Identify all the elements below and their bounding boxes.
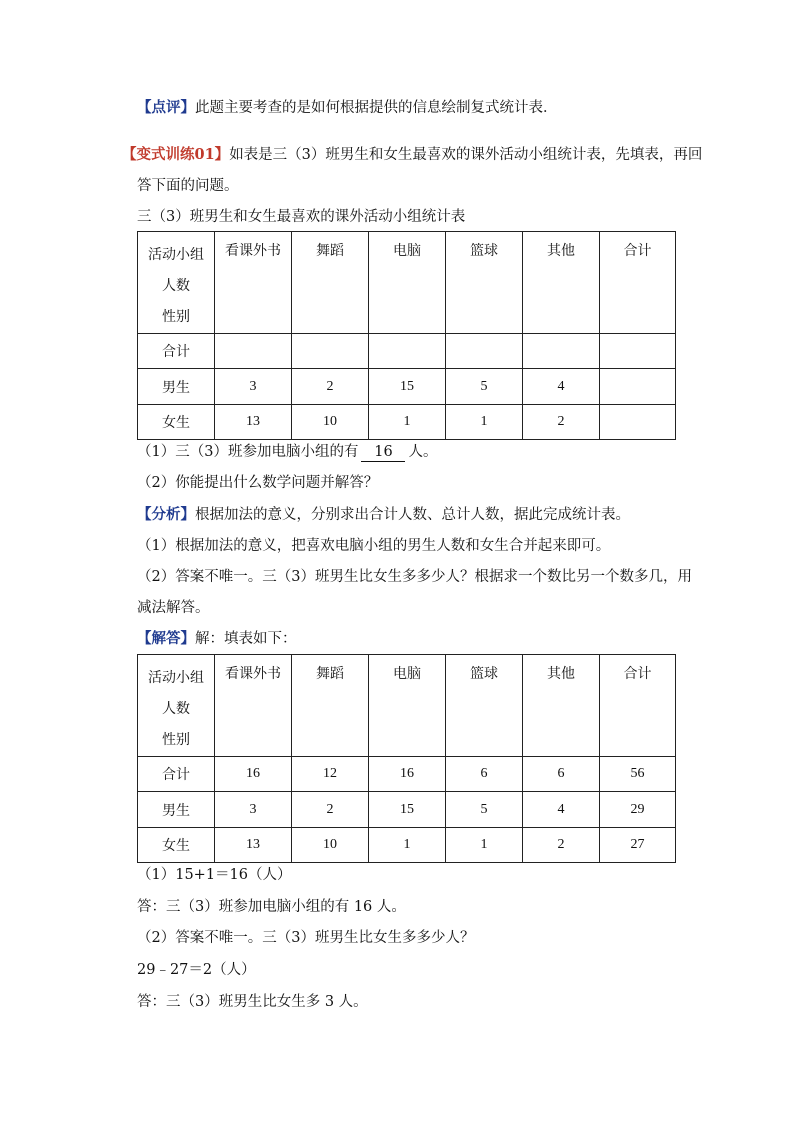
variant-line-2: 答下面的问题。 — [137, 178, 239, 194]
table-cell: 1 — [446, 828, 523, 863]
table-cell: 27 — [600, 828, 676, 863]
table-cell: 16 — [215, 757, 292, 792]
table-cell — [369, 334, 446, 369]
analysis-text: 根据加法的意义，分别求出合计人数、总计人数，据此完成统计表。 — [195, 507, 630, 523]
table-cell — [600, 334, 676, 369]
corner-label-count: 人数 — [162, 278, 190, 294]
table-cell: 2 — [292, 792, 369, 828]
stat-table-blank — [137, 231, 676, 440]
header-cell: 其他 — [523, 655, 600, 757]
table-header-row — [138, 655, 676, 757]
corner-label-activity: 活动小组 — [148, 247, 204, 263]
answer-1-calc: （1）15+1＝16（人） — [137, 867, 292, 883]
table-cell: 3 — [215, 792, 292, 828]
table-row — [138, 828, 676, 863]
header-cell: 篮球 — [446, 655, 523, 757]
table-cell: 56 — [600, 757, 676, 792]
header-cell: 看课外书 — [215, 655, 292, 757]
stat-table-filled — [137, 654, 676, 863]
analysis-1: （1）根据加法的意义，把喜欢电脑小组的男生人数和女生合并起来即可。 — [137, 538, 611, 554]
table-cell: 5 — [446, 792, 523, 828]
variant-line-1 — [122, 146, 702, 164]
table-cell: 12 — [292, 757, 369, 792]
table-cell — [523, 334, 600, 369]
header-cell: 电脑 — [369, 655, 446, 757]
analysis-tag: 【分析】 — [137, 506, 195, 523]
table-cell: 2 — [523, 405, 600, 440]
table-cell: 2 — [523, 828, 600, 863]
table-header-row — [138, 232, 676, 334]
header-cell: 合计 — [600, 655, 676, 757]
table-cell: 10 — [292, 828, 369, 863]
table-cell — [215, 334, 292, 369]
corner-cell — [138, 655, 215, 757]
question-1 — [137, 443, 437, 462]
analysis-2b: 减法解答。 — [137, 600, 210, 616]
question-2: （2）你能提出什么数学问题并解答？ — [137, 475, 379, 491]
table-cell — [600, 369, 676, 405]
row-label: 女生 — [138, 828, 215, 863]
solution-tag: 【解答】 — [137, 630, 195, 647]
table-cell: 4 — [523, 369, 600, 405]
header-cell: 电脑 — [369, 232, 446, 334]
table-cell: 5 — [446, 369, 523, 405]
table-row — [138, 405, 676, 440]
table-cell: 6 — [446, 757, 523, 792]
row-label: 合计 — [138, 757, 215, 792]
row-label: 合计 — [138, 334, 215, 369]
header-cell: 其他 — [523, 232, 600, 334]
table-cell: 10 — [292, 405, 369, 440]
table-cell: 1 — [369, 405, 446, 440]
table-title: 三（3）班男生和女生最喜欢的课外活动小组统计表 — [137, 209, 466, 225]
header-cell: 篮球 — [446, 232, 523, 334]
header-cell: 看课外书 — [215, 232, 292, 334]
comment-tag: 【点评】 — [137, 99, 195, 116]
table-cell: 4 — [523, 792, 600, 828]
table-cell: 1 — [446, 405, 523, 440]
corner-label-count: 人数 — [162, 701, 190, 717]
corner-label-gender: 性别 — [162, 309, 190, 325]
table-cell: 13 — [215, 828, 292, 863]
table-cell: 13 — [215, 405, 292, 440]
table-row — [138, 757, 676, 792]
comment-line — [137, 99, 558, 117]
table-cell: 16 — [369, 757, 446, 792]
solution-line — [137, 630, 297, 648]
table-cell: 15 — [369, 792, 446, 828]
table-cell: 15 — [369, 369, 446, 405]
table-cell — [292, 334, 369, 369]
analysis-2a: （2）答案不唯一。三（3）班男生比女生多多少人？根据求一个数比另一个数多几，用 — [137, 569, 692, 585]
row-label: 女生 — [138, 405, 215, 440]
comment-text: 此题主要考查的是如何根据提供的信息绘制复式统计表． — [195, 100, 558, 116]
analysis-line — [137, 506, 630, 524]
solution-text: 解：填表如下： — [195, 631, 297, 647]
variant-tag: 【变式训练01】 — [122, 146, 230, 163]
header-cell: 合计 — [600, 232, 676, 334]
answer-2-question: （2）答案不唯一。三（3）班男生比女生多多少人？ — [137, 930, 475, 946]
answer-2-calc: 29﹣27＝2（人） — [137, 962, 256, 978]
table-cell — [600, 405, 676, 440]
question-1-suffix: 人。 — [408, 444, 438, 460]
answer-2-text: 答：三（3）班男生比女生多 3 人。 — [137, 994, 368, 1010]
table-row — [138, 334, 676, 369]
table-row — [138, 792, 676, 828]
variant-text-1: 如表是三（3）班男生和女生最喜欢的课外活动小组统计表，先填表，再回 — [229, 147, 703, 163]
table-cell: 29 — [600, 792, 676, 828]
table-cell: 1 — [369, 828, 446, 863]
answer-1-text: 答：三（3）班参加电脑小组的有 16 人。 — [137, 899, 406, 915]
header-cell: 舞蹈 — [292, 655, 369, 757]
answer-blank: 16 — [361, 443, 405, 462]
corner-label-activity: 活动小组 — [148, 670, 204, 686]
table-cell — [446, 334, 523, 369]
table-cell: 3 — [215, 369, 292, 405]
table-cell: 6 — [523, 757, 600, 792]
corner-label-gender: 性别 — [162, 732, 190, 748]
table-cell: 2 — [292, 369, 369, 405]
corner-cell — [138, 232, 215, 334]
table-row — [138, 369, 676, 405]
header-cell: 舞蹈 — [292, 232, 369, 334]
row-label: 男生 — [138, 792, 215, 828]
question-1-prefix: （1）三（3）班参加电脑小组的有 — [137, 444, 359, 460]
row-label: 男生 — [138, 369, 215, 405]
